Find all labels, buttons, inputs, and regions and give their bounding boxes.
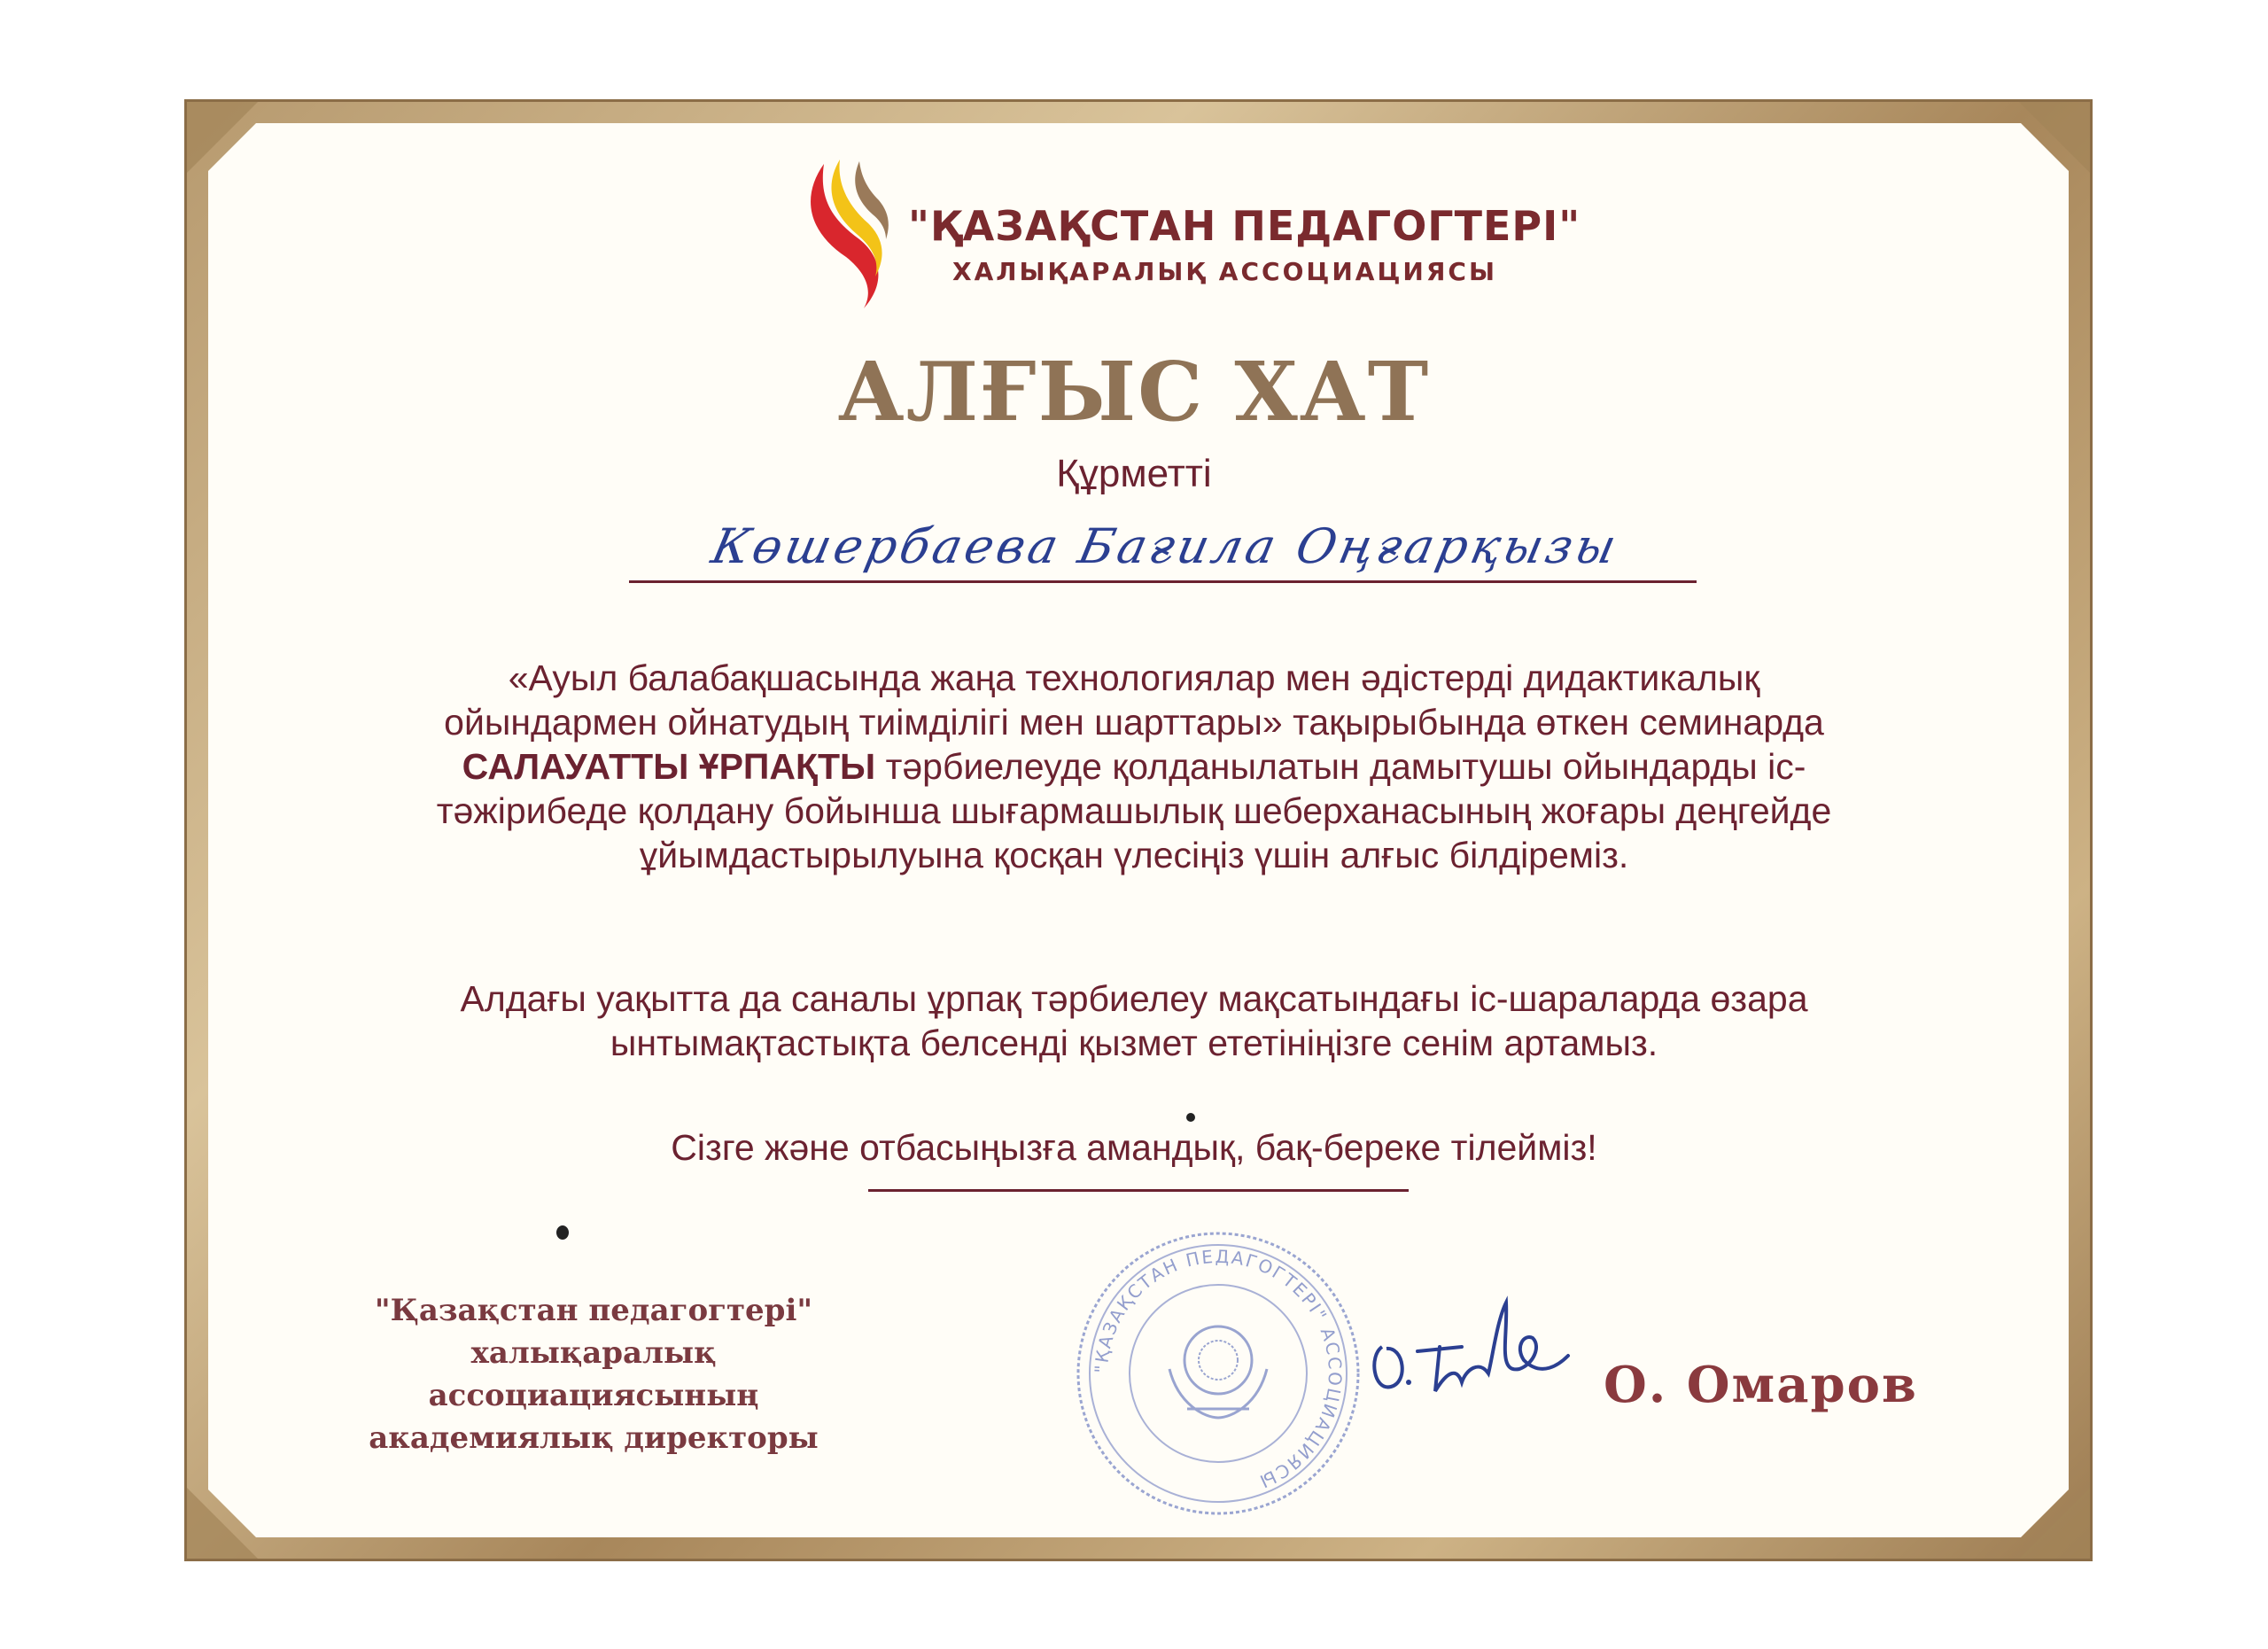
body-line: «Ауыл балабақшасында жаңа технологиялар мен әдістерді дидактикалық — [508, 657, 1760, 698]
handwritten-signature — [1364, 1285, 1586, 1435]
frame-corner-ornament — [187, 1488, 258, 1559]
ink-speck — [556, 1225, 569, 1240]
position-line: академиялық директоры — [369, 1420, 819, 1456]
certificate-title: АЛҒЫС ХАТ — [837, 344, 1431, 439]
body-line: ойындармен ойнатудың тиімділігі мен шарттары» тақырыбында өткен семинарда — [444, 702, 1824, 743]
salutation: Құрметті — [1056, 452, 1212, 495]
body-line-rest: тәрбиелеуде қолданылатын дамытушы ойындарды іс- — [875, 746, 1806, 787]
signer-position — [354, 1289, 833, 1459]
stamp-ring-text: "ҚАЗАҚСТАН ПЕДАГОГТЕРІ" АССОЦИАЦИЯСЫ — [1090, 1245, 1347, 1493]
association-name: "ҚАЗАҚСТАН ПЕДАГОГТЕРІ" — [908, 202, 1581, 250]
body-line: тәжірибеде қолдану бойынша шығармашылық шеберханасының жоғары деңгейде — [436, 790, 1832, 831]
frame-corner-ornament — [2019, 102, 2090, 173]
official-stamp — [1072, 1227, 1364, 1520]
emblem-icon — [1169, 1326, 1267, 1418]
wishes-text: Сізге және отбасыңызға амандық, бақ-береке тілейміз! — [671, 1127, 1597, 1168]
recipient-name: Көшербаева Бағила Оңғарқызы — [706, 518, 1625, 574]
highlight-text: САЛАУАТТЫ ҰРПАҚТЫ — [462, 746, 876, 787]
position-line: "Қазақстан педагогтері" — [374, 1293, 813, 1328]
position-line: ассоциациясының — [428, 1378, 759, 1413]
body-line: ұйымдастырылуына қосқан үлесіңіз үшін алғыс білдіреміз. — [639, 835, 1629, 875]
body-line — [319, 744, 1949, 789]
flame-logo-icon — [797, 159, 895, 310]
signer-name: О. Омаров — [1604, 1356, 1918, 1414]
position-line: халықаралық — [470, 1335, 717, 1371]
association-logo — [797, 159, 1683, 310]
second-paragraph — [319, 976, 1949, 1065]
body-line: ынтымақтастықта белсенді қызмет ететініңізге сенім артамыз. — [610, 1023, 1658, 1063]
association-subtitle: ХАЛЫҚАРАЛЫҚ АССОЦИАЦИЯСЫ — [952, 257, 1497, 286]
frame-corner-ornament — [2019, 1488, 2090, 1559]
recipient-underline — [629, 580, 1697, 583]
ink-speck — [1186, 1113, 1195, 1122]
frame-corner-ornament — [187, 102, 258, 173]
wishes-underline — [868, 1189, 1409, 1192]
body-paragraph — [319, 656, 1949, 877]
body-line: Алдағы уақытта да саналы ұрпақ тәрбиелеу мақсатындағы іс-шараларда өзара — [460, 978, 1808, 1019]
